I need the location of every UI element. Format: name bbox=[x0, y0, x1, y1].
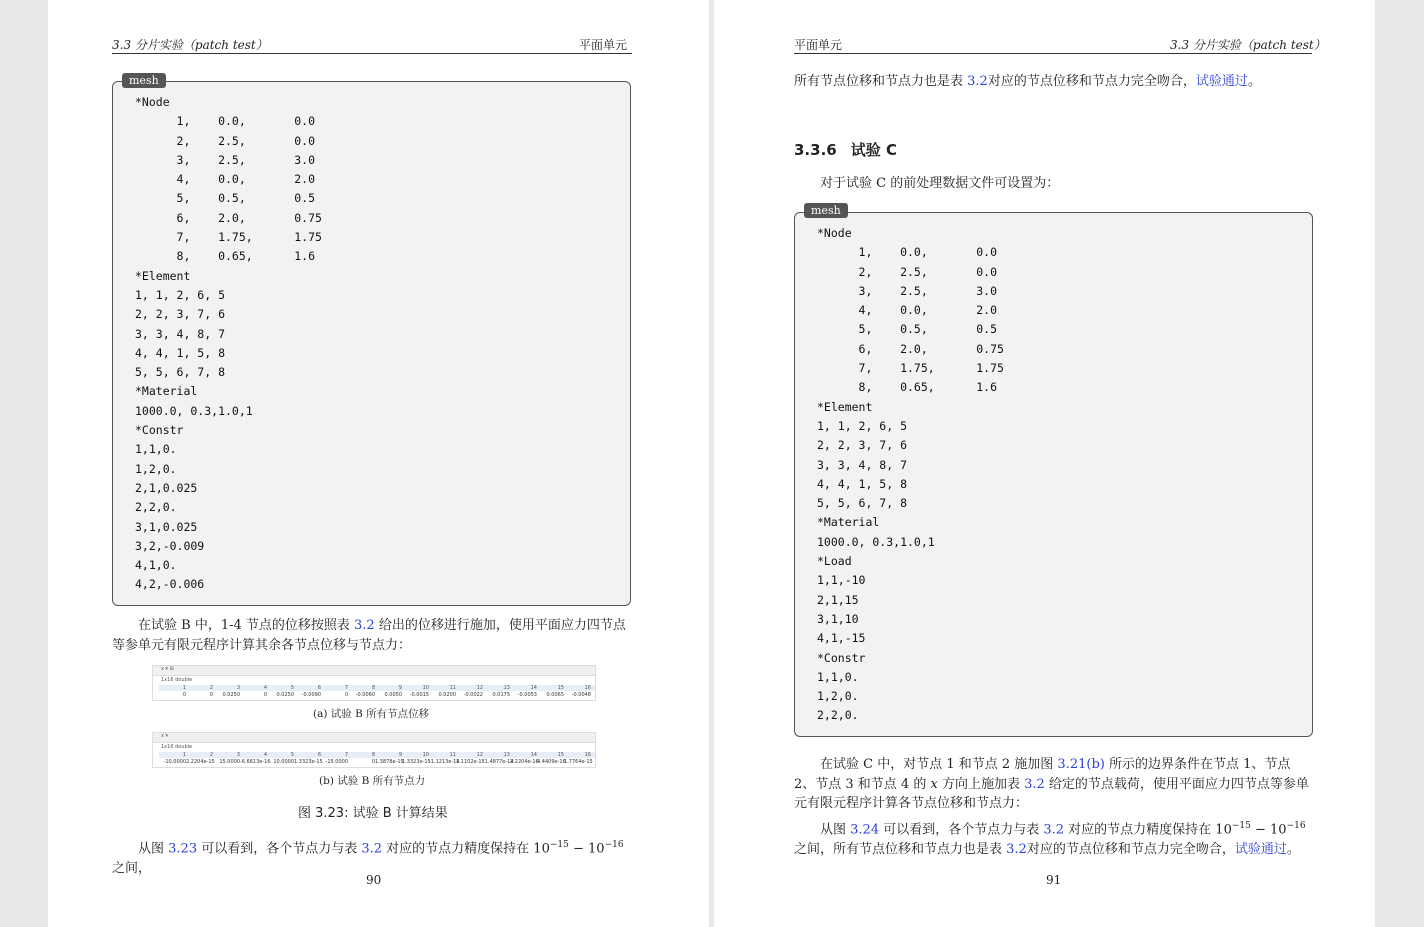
screenshot-toolbar: x ▾ bbox=[153, 733, 595, 743]
right-page bbox=[714, 0, 1375, 927]
matrix-cell: 1.3323e-15 bbox=[402, 759, 431, 765]
matrix-label: 1x16 double bbox=[161, 744, 193, 750]
running-header-left: 3.3 分片实验（patch test） bbox=[112, 38, 268, 52]
matrix-column-header: 16 bbox=[584, 685, 591, 691]
matrix-column-header: 4 bbox=[263, 752, 267, 758]
matrix-column-header: 8 bbox=[371, 685, 375, 691]
matrix-column-header: 13 bbox=[503, 752, 510, 758]
matrix-cell: -0.0060 bbox=[355, 692, 375, 698]
matrix-cell: -0.0053 bbox=[517, 692, 537, 698]
matrix-column-header: 14 bbox=[530, 685, 537, 691]
matrix-cell: 0.0065 bbox=[546, 692, 564, 698]
matrix-cell: 1.7764e-15 bbox=[564, 759, 593, 765]
figure-ref-link[interactable]: 3.24 bbox=[850, 822, 880, 838]
matrix-cell: 10.0000 bbox=[273, 759, 294, 765]
code-tag: mesh bbox=[804, 203, 848, 218]
matrix-column-header: 5 bbox=[290, 685, 294, 691]
matrix-column-header: 15 bbox=[557, 752, 564, 758]
subfigure-caption-a: (a) 试验 B 所有节点位移 bbox=[313, 708, 430, 720]
running-header-right: 平面单元 bbox=[579, 38, 628, 52]
matrix-cell: -0.0015 bbox=[409, 692, 429, 698]
matrix-column-header: 12 bbox=[476, 685, 483, 691]
matrix-cell: 0.0175 bbox=[492, 692, 510, 698]
matrix-cell: -10.0000 bbox=[163, 759, 186, 765]
header-rule bbox=[112, 53, 632, 54]
matrix-cell: -1.1213e-14 bbox=[429, 759, 460, 765]
matrix-column-header: 3 bbox=[236, 752, 240, 758]
paragraph-b-intro: 在试验 B 中，1-4 节点的位移按照表 3.2 给出的位移进行施加，使用平面应力四节点等参单元有限元程序计算其余各节点位移与节点力： bbox=[112, 618, 626, 653]
matrix-column-header: 9 bbox=[398, 685, 402, 691]
matrix-cell: 0 bbox=[263, 692, 267, 698]
matrix-column-header: 3 bbox=[236, 685, 240, 691]
table-ref-link[interactable]: 3.2 bbox=[1024, 776, 1045, 792]
left-page bbox=[48, 0, 709, 927]
running-header-left: 平面单元 bbox=[794, 38, 843, 52]
matrix-column-header: 8 bbox=[371, 752, 375, 758]
matrix-header-row bbox=[159, 685, 595, 691]
page-number: 90 bbox=[366, 873, 382, 887]
matrix-data-row bbox=[159, 759, 595, 766]
table-ref-link[interactable]: 3.2 bbox=[1043, 822, 1065, 838]
matrix-column-header: 1 bbox=[182, 685, 186, 691]
paragraph-c-description: 在试验 C 中，对节点 1 和节点 2 施加图 3.21(b) 所示的边界条件在节点 1、节点 2、节点 3 和节点 4 的 x 方向上施加表 3.2 给定的节点载荷，使用平面应力四节点等参单元有限元程序计算各节点位移和节点力： bbox=[794, 757, 1309, 811]
matrix-cell: 0.0250 bbox=[222, 692, 240, 698]
matrix-column-header: 4 bbox=[263, 685, 267, 691]
matrix-column-header: 14 bbox=[530, 752, 537, 758]
table-ref-link[interactable]: 3.2 bbox=[1006, 841, 1027, 857]
matrix-data-row bbox=[159, 692, 595, 699]
screenshot-toolbar: x ▾ ⊞ bbox=[153, 666, 595, 676]
code-listing: *Node 1, 0.0, 0.0 2, 2.5, 0.0 3, 2.5, 3.0 4, 0.0, 2.0 5, 0.5, 0.5 6, 2.0, 0.75 7, 1.75, 1.75 8, 0.65, 1.6 *Element 1, 1, 2, 6, 5 2, 2, 3, 7, 6 3, 3, 4, 8, 7 4, 4, 1, 5, 8 5, 5, 6, 7, 8 *Material 1000.0, 0.3,1.0,1 *Constr 1,1,0. 1,2,0. 2,1,0.025 2,2,0. 3,1,0.025 3,2,-0.009 4,1,0. 4,2,-0.006 bbox=[135, 95, 322, 592]
matrix-cell: 2.2204e-16 bbox=[510, 759, 539, 765]
figure-ref-link[interactable]: 3.21(b) bbox=[1057, 757, 1105, 772]
matrix-column-header: 1 bbox=[182, 752, 186, 758]
matrix-cell: 0 bbox=[209, 692, 213, 698]
paragraph-c-result: 从图 3.24 可以看到，各个节点力与表 3.2 对应的节点力精度保持在 $10^{-15} - 10^{-16}$ 之间，所有节点位移和节点力也是表 3.2对应的节点位移和节点力完全吻合，试验通过。 bbox=[794, 821, 1306, 857]
matrix-cell: -15.0000 bbox=[325, 759, 348, 765]
matrix-column-header: 15 bbox=[557, 685, 564, 691]
matrix-column-header: 5 bbox=[290, 752, 294, 758]
matrix-cell: 2.2204e-15 bbox=[186, 759, 215, 765]
matrix-column-header: 11 bbox=[449, 685, 456, 691]
code-listing-box bbox=[794, 212, 1313, 737]
matrix-cell: 0 bbox=[182, 692, 186, 698]
section-intro: 对于试验 C 的前处理数据文件可设置为： bbox=[820, 176, 1060, 191]
matrix-cell: 1.3323e-15 bbox=[294, 759, 323, 765]
running-header-right: 3.3 分片实验（patch test） bbox=[1170, 38, 1326, 52]
matrix-column-header: 7 bbox=[344, 752, 348, 758]
matrix-cell: 4.4409e-16 bbox=[537, 759, 566, 765]
header-rule bbox=[794, 53, 1312, 54]
matrix-cell: -1.4877e-14 bbox=[483, 759, 514, 765]
table-ref-link[interactable]: 3.2 bbox=[354, 618, 375, 633]
code-listing: *Node 1, 0.0, 0.0 2, 2.5, 0.0 3, 2.5, 3.0 4, 0.0, 2.0 5, 0.5, 0.5 6, 2.0, 0.75 7, 1.75, 1.75 8, 0.65, 1.6 *Element 1, 1, 2, 6, 5 2, 2, 3, 7, 6 3, 3, 4, 8, 7 4, 4, 1, 5, 8 5, 5, 6, 7, 8 *Material 1000.0, 0.3,1.0,1 *Load 1,1,-10 2,1,15 3,1,10 4,1,-15 *Constr 1,1,0. 1,2,0. 2,2,0. bbox=[817, 226, 1004, 723]
matrix-column-header: 10 bbox=[422, 752, 429, 758]
table-ref-link[interactable]: 3.2 bbox=[361, 841, 383, 857]
matrix-column-header: 12 bbox=[476, 752, 483, 758]
matrix-cell: -0.0022 bbox=[463, 692, 483, 698]
matrix-screenshot-force bbox=[152, 732, 596, 768]
matrix-cell: 15.0000 bbox=[219, 759, 240, 765]
matrix-column-header: 2 bbox=[209, 752, 213, 758]
code-tag: mesh bbox=[122, 73, 166, 88]
matrix-column-header: 10 bbox=[422, 685, 429, 691]
paragraph-continuation: 所有节点位移和节点力也是表 3.2对应的节点位移和节点力完全吻合，试验通过。 bbox=[794, 74, 1261, 89]
matrix-column-header: 2 bbox=[209, 685, 213, 691]
matrix-column-header: 13 bbox=[503, 685, 510, 691]
test-passed-link[interactable]: 试验通过 bbox=[1195, 74, 1248, 89]
test-passed-link[interactable]: 试验通过 bbox=[1234, 841, 1287, 857]
matrix-column-header: 16 bbox=[584, 752, 591, 758]
matrix-cell: -6.6613e-16 bbox=[240, 759, 271, 765]
figure-ref-link[interactable]: 3.23 bbox=[168, 841, 198, 857]
code-listing-box bbox=[112, 81, 631, 606]
matrix-screenshot-displacement bbox=[152, 665, 596, 701]
matrix-cell: 1.3878e-15 bbox=[375, 759, 404, 765]
matrix-cell: -0.0090 bbox=[301, 692, 321, 698]
section-heading: 3.3.6 试验 C bbox=[794, 141, 897, 159]
matrix-column-header: 9 bbox=[398, 752, 402, 758]
matrix-cell: 0 bbox=[371, 759, 375, 765]
matrix-column-header: 11 bbox=[449, 752, 456, 758]
matrix-cell: 0.0050 bbox=[384, 692, 402, 698]
matrix-header-row bbox=[159, 752, 595, 758]
subfigure-caption-b: (b) 试验 B 所有节点力 bbox=[319, 775, 426, 787]
figure-caption: 图 3.23: 试验 B 计算结果 bbox=[298, 806, 448, 821]
matrix-column-header: 6 bbox=[317, 685, 321, 691]
matrix-cell: 1.1102e-15 bbox=[456, 759, 485, 765]
matrix-label: 1x16 double bbox=[161, 677, 193, 683]
matrix-column-header: 6 bbox=[317, 752, 321, 758]
paragraph-b-result: 从图 3.23 可以看到，各个节点力与表 3.2 对应的节点力精度保持在 $10^{-15} - 10^{-16}$ 之间， bbox=[112, 840, 624, 876]
matrix-cell: 0.0200 bbox=[438, 692, 456, 698]
matrix-cell: 0 bbox=[344, 692, 348, 698]
page-number: 91 bbox=[1046, 873, 1062, 887]
matrix-column-header: 7 bbox=[344, 685, 348, 691]
matrix-cell: 0.0250 bbox=[276, 692, 294, 698]
table-ref-link[interactable]: 3.2 bbox=[967, 74, 988, 89]
matrix-cell: -0.0048 bbox=[571, 692, 591, 698]
